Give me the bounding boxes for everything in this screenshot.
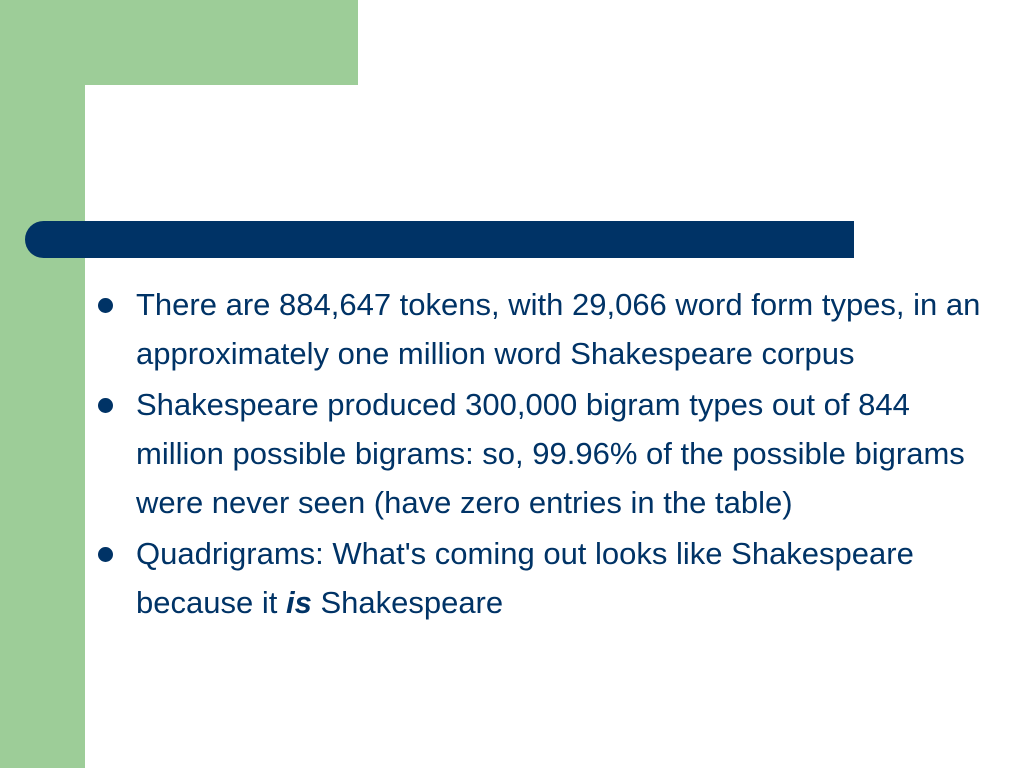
bullet-item <box>96 280 996 378</box>
bullet-text-start: Quadrigrams: What's coming out looks like Shakespeare because it <box>136 536 914 620</box>
bullet-dot-icon <box>98 398 113 413</box>
bullet-text-end: Shakespeare <box>320 585 504 620</box>
bullet-text: Shakespeare produced 300,000 bigram types out of 844 million possible bigrams: so, 99.96% of the possible bigrams were never seen (have zero entries in the table) <box>136 387 965 520</box>
bullet-dot-icon <box>98 298 113 313</box>
rounded-corner <box>85 85 165 165</box>
bullet-text: There are 884,647 tokens, with 29,066 word form types, in an approximately one million word Shakespeare corpus <box>136 287 981 371</box>
green-frame-left <box>0 0 85 768</box>
bullet-item <box>96 380 996 527</box>
bullet-dot-icon <box>98 547 113 562</box>
bullet-text-emphasis: is <box>285 585 312 620</box>
title-bar <box>25 221 854 258</box>
bullet-item <box>96 529 996 627</box>
bullet-list <box>96 280 996 629</box>
